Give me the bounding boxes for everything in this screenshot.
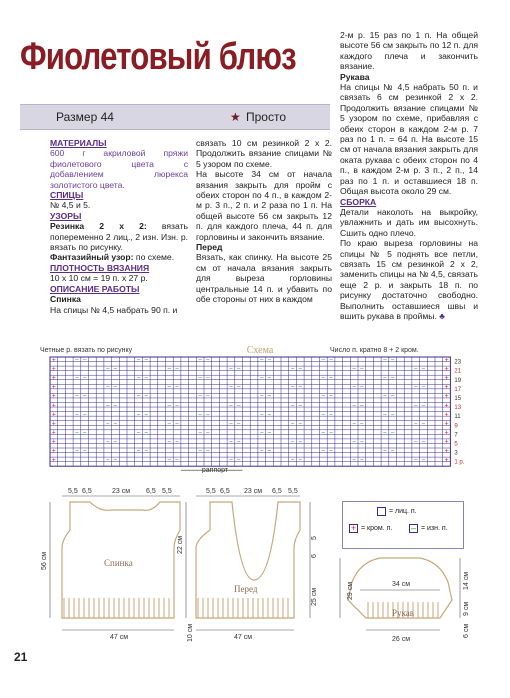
legend-knit [377,507,417,516]
row-number: 15 [454,395,462,402]
fancy-paragraph [50,252,188,262]
purl-mark: – [267,411,272,418]
edge-stitch-mark: + [444,365,449,373]
chart-row-numbers [454,360,464,466]
purl-mark: – [82,393,87,400]
purl-mark: – [414,420,418,427]
edge-stitch-mark: + [51,384,56,392]
purl-mark: – [106,439,110,446]
purl-mark: – [113,439,118,446]
purl-mark: – [75,375,79,382]
purl-mark: – [414,384,418,391]
back-top-4: 6,5 [146,488,156,495]
knitting-chart [40,343,490,473]
purl-mark: – [113,366,118,373]
fancy-text: по схеме. [133,252,175,263]
purl-mark: – [106,366,110,373]
back-heading: Спинка [50,294,81,305]
front-height-25: 25 см [311,587,318,606]
heading-patterns: УЗОРЫ [50,210,82,221]
purl-mark: – [144,393,148,400]
purl-mark: – [390,411,395,418]
purl-mark: – [414,402,418,409]
edge-stitch-mark: + [51,429,56,437]
column-1 [50,138,188,315]
col2-paragraph-1: связать 10 см резинкой 2 х 2. Продолжить вязание спицами № 5 узором по схеме. [196,138,332,169]
edge-stitch-mark: + [444,420,449,428]
purl-mark: – [175,439,179,446]
purl-mark: – [106,457,110,464]
edge-stitch-mark: + [444,438,449,446]
purl-mark: – [414,457,418,464]
purl-mark: – [383,393,387,400]
back-top-2: 6,5 [82,488,92,495]
purl-mark: – [75,411,79,418]
purl-mark: – [298,366,302,373]
size-label: Размер 44 [56,110,114,124]
purl-mark: – [260,430,264,437]
purl-mark: – [414,366,418,373]
neck-text [340,238,478,321]
edge-stitch-mark: + [444,411,449,419]
sleeve-left: 29 см [347,581,354,600]
purl-mark: – [236,420,241,427]
purl-mark: – [82,411,87,418]
row-number: 3 [454,450,458,457]
purl-mark: – [229,420,233,427]
purl-mark: – [206,430,210,437]
row-number: 13 [454,405,462,412]
purl-mark: – [390,393,395,400]
purl-mark: – [421,457,426,464]
purl-mark: – [329,357,333,364]
chart-caption: Схема [246,345,274,356]
column-3 [340,30,478,321]
back-text: На спицы № 4,5 набрать 90 п. и [50,304,178,315]
legend-purl [409,524,448,533]
purl-mark: – [321,430,326,437]
chart-legend [342,501,464,549]
purl-mark: – [175,366,179,373]
edge-stitch-mark: + [51,420,56,428]
purl-mark: – [260,375,264,382]
front-top-2: 6,5 [220,488,230,495]
edge-stitch-mark: + [51,402,56,410]
purl-mark: – [383,357,387,364]
edge-stitch-mark: + [444,384,449,392]
col3-paragraph-1: 2-м р. 15 раз по 1 п. На общей высоте 56 см закрыть по 12 п. для каждого плеча и закончить вязание. [340,30,478,72]
purl-mark: – [352,402,356,409]
purl-mark: – [298,384,302,391]
purl-mark: – [329,448,333,455]
front-width: 47 см [234,634,253,641]
row-number: 7 [454,432,458,439]
row-number: 23 [454,359,462,366]
purl-mark: – [236,402,241,409]
purl-mark: – [136,448,141,455]
materials-text: 600 г акриловой пряжи фиолетового цвета с добавлением люрекса золотистого цвета. [50,148,188,190]
purl-mark: – [267,430,272,437]
purl-mark: – [144,357,148,364]
purl-mark: – [360,402,364,409]
purl-mark: – [75,393,79,400]
edge-stitch-mark: + [444,402,449,410]
purl-mark: – [329,393,333,400]
legend-edge-label: = кром. п. [361,525,393,532]
purl-mark: – [260,357,264,364]
purl-mark: – [321,411,326,418]
purl-mark: – [352,420,356,427]
front-top-3: 23 см [244,488,263,495]
page-title: Фиолетовый блюз [20,36,296,78]
purl-mark: – [206,375,210,382]
purl-mark: – [136,393,141,400]
purl-mark: – [175,420,179,427]
purl-mark: – [421,439,426,446]
purl-mark: – [290,420,295,427]
row-number: 1 р. [454,459,465,466]
edge-stitch-mark: + [51,365,56,373]
purl-mark: – [298,420,302,427]
front-height-6: 6 [311,554,318,558]
sleeve-right-6: 6 см [463,623,470,638]
purl-mark: – [206,448,210,455]
heading-gauge: ПЛОТНОСТЬ ВЯЗАНИЯ [50,262,150,273]
purl-mark: – [390,430,395,437]
legend-knit-label: = лиц. п. [389,508,417,515]
purl-mark: – [229,457,233,464]
front-top-4: 6,5 [272,488,282,495]
purl-mark: – [260,448,264,455]
row-number: 9 [454,423,458,430]
purl-mark: – [260,393,264,400]
purl-mark: – [113,402,118,409]
purl-mark: – [421,420,426,427]
back-top-5: 5,5 [162,488,172,495]
edge-stitch-mark: + [444,429,449,437]
edge-stitch-mark: + [444,456,449,464]
purl-mark: – [206,411,210,418]
sleeve-heading: Рукава [340,71,370,82]
purl-mark: – [206,357,210,364]
column-2 [196,138,332,305]
purl-mark: – [290,366,295,373]
front-heading: Перед [196,242,223,253]
sleeve-name: Рукав [392,608,414,618]
purl-mark: – [267,375,272,382]
purl-mark: – [175,384,179,391]
purl-mark: – [106,420,110,427]
chart-grid [50,357,450,470]
rib-text: вязать попеременно 2 лиц., 2 изн. Изн. р. вязать по рисунку. [50,221,188,253]
purl-mark: – [82,357,87,364]
back-top-1: 5,5 [68,488,78,495]
purl-mark: – [414,439,418,446]
purl-mark: – [329,411,333,418]
purl-mark: – [260,411,264,418]
row-number: 21 [454,368,462,375]
purl-mark: – [144,411,148,418]
purl-mark: – [236,384,241,391]
purl-mark: – [321,448,326,455]
purl-mark: – [136,357,141,364]
edge-stitch-mark: + [444,374,449,382]
edge-stitch-mark: + [444,356,449,364]
edge-stitch-mark: + [51,393,56,401]
purl-mark: – [229,366,233,373]
purl-mark: – [198,375,202,382]
assembly-text: Детали наколоть на выкройку, увлажнить и дать им высохнуть. Сшить одно плечо. [340,206,478,238]
rib-hatching [64,598,438,618]
back-name: Спинка [104,558,133,568]
purl-mark: – [383,375,387,382]
purl-mark: – [136,430,141,437]
purl-mark: – [329,375,333,382]
chart-note-left: Четные р. вязать по рисунку [40,347,133,354]
purl-mark: – [82,448,87,455]
row-number: 19 [454,377,462,384]
needles-text: № 4,5 и 5. [50,200,91,211]
purl-mark: – [229,384,233,391]
rib-paragraph [50,221,188,252]
purl-mark: – [198,357,202,364]
purl-mark: – [167,402,172,409]
sleeve-top: 34 см [392,581,411,588]
purl-mark: – [290,402,295,409]
purl-mark: – [113,457,118,464]
purl-mark: – [75,448,79,455]
purl-mark: – [113,384,118,391]
purl-mark: – [106,384,110,391]
purl-mark: – [167,384,172,391]
purl-mark: – [229,439,233,446]
purl-mark: – [383,430,387,437]
purl-mark: – [198,430,202,437]
front-text: Вязать, как спинку. На высоте 25 см от начала вязания закрыть для выреза горловины центральные 14 п. и убавить по обе стороны от них в каждом [196,252,332,305]
edge-stitch-mark: + [51,456,56,464]
size-difficulty-bar [20,104,330,130]
rib-lead: Резинка 2 х 2: [50,221,147,232]
purl-mark: – [167,366,172,373]
purl-mark: – [390,357,395,364]
back-width: 47 см [110,634,129,641]
front-top-1: 5,5 [206,488,216,495]
purl-mark: – [321,375,326,382]
minus-cell-icon: – [410,523,416,533]
purl-mark: – [421,402,426,409]
edge-stitch-mark: + [51,356,56,364]
sleeve-right-9: 9 см [463,601,470,616]
purl-mark: – [75,357,79,364]
purl-mark: – [106,402,110,409]
back-height: 56 см [41,551,48,570]
purl-mark: – [113,420,118,427]
purl-mark: – [298,439,302,446]
purl-mark: – [360,457,364,464]
purl-mark: – [206,393,210,400]
heading-assembly: СБОРКА [340,196,377,207]
purl-mark: – [267,393,272,400]
purl-mark: – [198,448,202,455]
purl-mark: – [360,439,364,446]
difficulty-label: Просто [246,110,287,124]
purl-mark: – [175,457,179,464]
fancy-lead: Фантазийный узор: [50,252,134,263]
purl-mark: – [298,457,302,464]
neck-text-body: По краю выреза горловины на спицы № 5 поднять все петли, связать 15 см резинкой 2 х 2, заменить спицы на № 4,5, связать еще 2 р. и закрыть 18 п. по рисунку достаточно свободно. Выполнить оставшиеся швы и вшить рукава в проймы. [340,238,478,321]
purl-mark: – [383,411,387,418]
purl-mark: – [82,375,87,382]
purl-mark: – [360,420,364,427]
heading-materials: МАТЕРИАЛЫ [50,138,107,148]
purl-mark: – [229,402,233,409]
heading-needles: СПИЦЫ [50,190,84,201]
sleeve-right-14: 14 см [463,571,470,590]
empty-cell-icon [377,507,386,516]
chart-note-right: Число п. кратно 8 + 2 кром. [330,347,419,354]
gauge-text: 10 х 10 см = 19 п. х 27 р. [50,273,148,284]
edge-stitch-mark: + [51,411,56,419]
purl-mark: – [298,402,302,409]
purl-mark: – [321,357,326,364]
purl-mark: – [136,375,141,382]
purl-mark: – [267,448,272,455]
legend-purl-label: = изн. п. [421,525,448,532]
purl-mark: – [236,457,241,464]
purl-mark: – [390,375,395,382]
row-number: 17 [454,386,462,393]
purl-mark: – [383,448,387,455]
front-height-22: 22 см [177,535,184,554]
purl-mark: – [175,402,179,409]
legend-edge [349,524,392,533]
purl-mark: – [144,375,148,382]
purl-mark: – [290,457,295,464]
purl-mark: – [352,366,356,373]
purl-mark: – [421,366,426,373]
purl-mark: – [352,384,356,391]
back-top-3: 23 см [112,488,131,495]
front-height-10: 10 см [187,623,194,642]
purl-mark: – [290,384,295,391]
purl-mark: – [167,439,172,446]
purl-mark: – [75,430,79,437]
sleeve-width: 26 см [392,636,411,643]
purl-mark: – [136,411,141,418]
star-icon: ★ [230,110,241,124]
purl-mark: – [352,457,356,464]
purl-mark: – [236,366,241,373]
purl-mark: – [167,457,172,464]
clubs-icon: ♣ [439,310,445,321]
front-top-5: 5,5 [288,488,298,495]
purl-mark: – [82,430,87,437]
purl-mark: – [167,420,172,427]
purl-mark: – [144,448,148,455]
purl-mark: – [290,439,295,446]
purl-mark: – [236,439,241,446]
edge-stitch-mark: + [444,447,449,455]
edge-stitch-mark: + [51,438,56,446]
row-number: 5 [454,441,458,448]
pattern-schematics [0,470,510,660]
row-number: 11 [454,414,461,421]
front-height-5: 5 [311,536,318,540]
page-number: 21 [14,650,28,664]
purl-mark: – [267,357,272,364]
edge-stitch-mark: + [51,447,56,455]
rapport-label: раппорт [201,467,229,473]
purl-mark: – [144,430,148,437]
purl-mark: – [198,411,202,418]
purl-mark: – [352,439,356,446]
purl-mark: – [360,366,364,373]
purl-mark: – [421,384,426,391]
front-name: Перед [234,584,258,594]
purl-mark: – [321,393,326,400]
purl-mark: – [198,393,202,400]
col2-paragraph-2: На высоте 34 см от начала вязания закрыть для пройм с обеих сторон по 4 п., в каждом 2-м р. 3 п., 2 п. и 2 раза по 1 п. На общей высоте 56 см закрыть 12 п. для каждого плеча, 44 п. для горловины и закончить вязание. [196,169,332,242]
heading-description: ОПИСАНИЕ РАБОТЫ [50,283,140,294]
edge-stitch-mark: + [51,374,56,382]
edge-stitch-mark: + [444,393,449,401]
purl-mark: – [329,430,333,437]
sleeve-text: На спицы № 4,5 набрать 50 п. и связать 6 см резинкой 2 х 2. Продолжить вязание спицами № 5 узором по схеме, прибавляя с обеих сторон в каждом 2-м р. 7 раз по 1 п. = 64 п. На высоте 15 см от начала вязания закрыть для оката рукава с обеих сторон по 4 п., в каждом 2-м р. 3 п., 2 п., 14 раз по 1 п. и оставшиеся 18 п. Общая высота около 29 см. [340,82,478,197]
purl-mark: – [360,384,364,391]
plus-cell-icon: + [350,523,357,533]
purl-mark: – [390,448,395,455]
